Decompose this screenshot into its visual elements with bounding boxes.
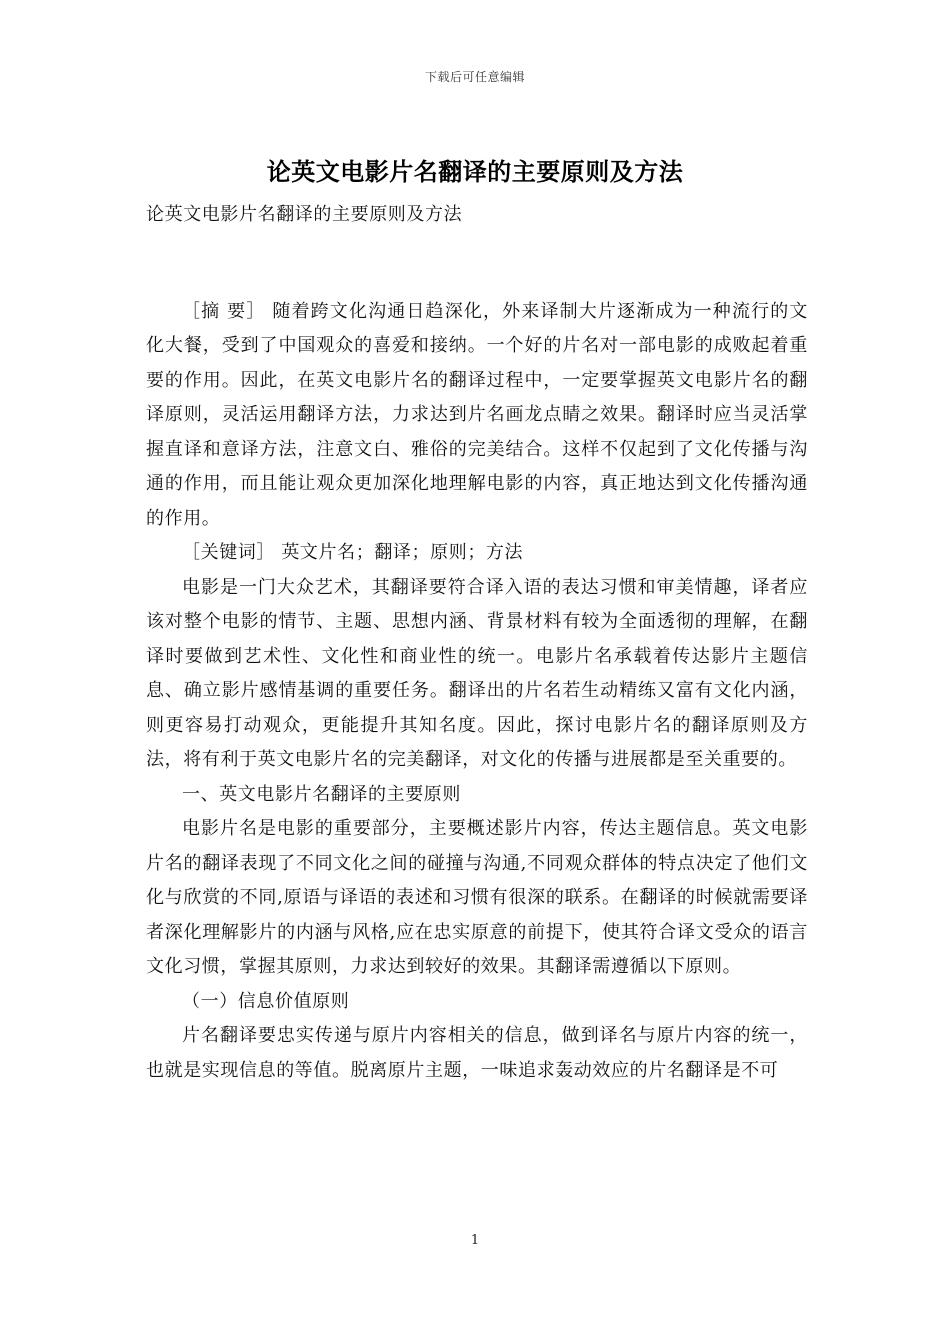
blank-space [146, 233, 808, 295]
section-heading: 一、英文电影片名翻译的主要原则 [182, 783, 461, 805]
page-number: 1 [470, 1233, 480, 1248]
abstract-label: ［摘 要］ [182, 300, 266, 322]
header-note: 下载后可任意编辑 [424, 70, 525, 84]
section-paragraph: 电影片名是电影的重要部分，主要概述影片内容，传达主题信息。英文电影片名的翻译表现了不同文化之间的碰撞与沟通,不同观众群体的特点决定了他们文化与欣赏的不同,原语与译语的表述和习惯有很深的联系。在翻译的时候就需要译者深化理解影片的内涵与风格,应在忠实原意的前提下，使其符合译文受众的语言文化习惯，掌握其原则，力求达到较好的效果。其翻译需遵循以下原则。 [146, 818, 808, 977]
abstract-text: 随着跨文化沟通日趋深化，外来译制大片逐渐成为一种流行的文化大餐，受到了中国观众的喜爱和接纳。一个好的片名对一部电影的成败起着重要的作用。因此，在英文电影片名的翻译过程中，一定要掌握英文电影片名的翻译原则，灵活运用翻译方法，力求达到片名画龙点睛之效果。翻译时应当灵活掌握直译和意译方法，注意文白、雅俗的完美结合。这样不仅起到了文化传播与沟通的作用，而且能让观众更加深化地理解电影的内容，真正地达到文化传播沟通的作用。 [146, 300, 808, 529]
subsection-heading: （一）信息价值原则 [182, 990, 350, 1012]
document-subtitle: 论英文电影片名翻译的主要原则及方法 [146, 204, 463, 225]
keywords-label: ［关键词］ [182, 542, 275, 563]
intro-paragraph: 电影是一门大众艺术，其翻译要符合译入语的表达习惯和审美情趣，译者应该对整个电影的情节、主题、思想内涵、背景材料有较为全面透彻的理解，在翻译时要做到艺术性、文化性和商业性的统一。电影片名承载着传达影片主题信息、确立影片感情基调的重要任务。翻译出的片名若生动精练又富有文化内涵，则更容易打动观众，更能提升其知名度。因此，探讨电影片名的翻译原则及方法，将有利于英文电影片名的完美翻译，对文化的传播与进展都是至关重要的。 [146, 576, 808, 770]
abstract-paragraph [146, 295, 808, 537]
keywords-paragraph [146, 536, 808, 571]
keywords-text: 英文片名；翻译；原则；方法 [281, 542, 524, 563]
document-body [146, 198, 808, 1088]
document-title: 论英文电影片名翻译的主要原则及方法 [266, 157, 684, 186]
subsection-paragraph: 片名翻译要忠实传递与原片内容相关的信息，做到译名与原片内容的统一，也就是实现信息的等值。脱离原片主题，一味追求轰动效应的片名翻译是不可 [146, 1025, 808, 1081]
